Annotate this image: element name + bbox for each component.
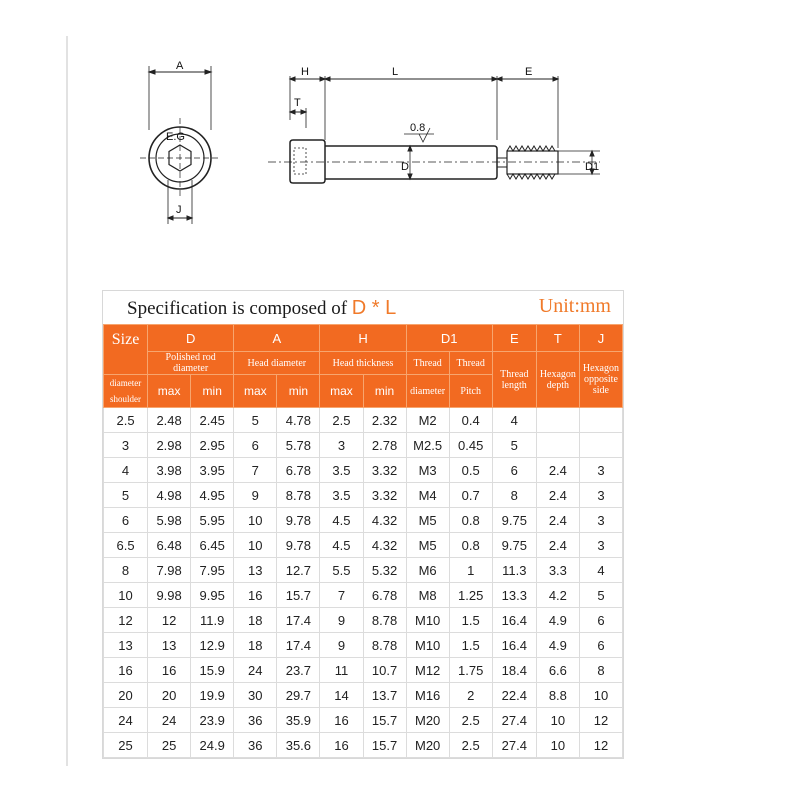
table-cell: 4.9 [536, 633, 579, 658]
header-d-min: min [191, 375, 234, 408]
table-cell: 4 [579, 558, 622, 583]
table-cell: 16.4 [492, 633, 536, 658]
dim-label-l: L [392, 66, 399, 78]
table-cell: 5 [579, 583, 622, 608]
table-row [104, 708, 623, 733]
table-cell: 7.95 [191, 558, 234, 583]
table-cell: 4.98 [148, 483, 191, 508]
end-view [140, 66, 220, 224]
header-a: A [234, 325, 320, 352]
table-cell: 2.4 [536, 483, 579, 508]
table-cell: 6.78 [363, 583, 406, 608]
table-cell: 2.5 [449, 708, 492, 733]
table-row [104, 583, 623, 608]
table-cell: 35.6 [277, 733, 320, 758]
table-cell: 22.4 [492, 683, 536, 708]
table-row [104, 658, 623, 683]
table-cell: 2.95 [191, 433, 234, 458]
table-cell: M16 [406, 683, 449, 708]
table-cell: 10 [536, 733, 579, 758]
table-cell: M10 [406, 608, 449, 633]
table-cell: 11 [320, 658, 363, 683]
table-cell: 1.5 [449, 633, 492, 658]
table-cell: 4.5 [320, 508, 363, 533]
table-cell: 4.32 [363, 533, 406, 558]
table-cell: 4.95 [191, 483, 234, 508]
header-d1-thread: Thread [406, 352, 449, 375]
header-e: E [492, 325, 536, 352]
table-cell: 3.5 [320, 458, 363, 483]
table-cell: 5 [492, 433, 536, 458]
dim-label-d: D [401, 161, 409, 173]
table-row [104, 683, 623, 708]
table-cell: 2.48 [148, 408, 191, 433]
header-j-desc: Hexagon opposite side [579, 352, 622, 408]
table-cell: 5.32 [363, 558, 406, 583]
table-cell: 2 [449, 683, 492, 708]
table-cell: 13 [104, 633, 148, 658]
table-cell: 4.9 [536, 608, 579, 633]
table-cell: 18 [234, 633, 277, 658]
table-cell: 2.45 [191, 408, 234, 433]
table-cell: 2.78 [363, 433, 406, 458]
header-h-min: min [363, 375, 406, 408]
table-cell: 13.7 [363, 683, 406, 708]
table-cell: 12.9 [191, 633, 234, 658]
table-cell: 1.75 [449, 658, 492, 683]
table-cell: 16 [104, 658, 148, 683]
table-cell: 4 [104, 458, 148, 483]
header-size-desc: diameter shoulder [104, 375, 148, 408]
table-row [104, 608, 623, 633]
table-cell: 9.78 [277, 508, 320, 533]
table-cell: 3.98 [148, 458, 191, 483]
table-cell: 16.4 [492, 608, 536, 633]
table-cell: 0.7 [449, 483, 492, 508]
spec-title-formula: D * L [351, 297, 397, 319]
dim-label-d1: D1 [585, 161, 600, 173]
table-cell: 5 [104, 483, 148, 508]
table-cell: 8 [104, 558, 148, 583]
table-cell: 15.9 [191, 658, 234, 683]
table-cell: 3 [579, 508, 622, 533]
table-cell: 6.78 [277, 458, 320, 483]
table-cell: 7 [234, 458, 277, 483]
table-cell: M8 [406, 583, 449, 608]
table-cell: 18.4 [492, 658, 536, 683]
table-cell: 20 [148, 683, 191, 708]
table-cell: 17.4 [277, 633, 320, 658]
table-cell: 9 [320, 608, 363, 633]
table-row [104, 433, 623, 458]
spec-table-body [104, 408, 623, 758]
table-cell: 5 [234, 408, 277, 433]
table-cell: 10 [104, 583, 148, 608]
table-cell: 36 [234, 708, 277, 733]
table-cell: 12 [148, 608, 191, 633]
table-cell: 16 [320, 708, 363, 733]
table-cell: 36 [234, 733, 277, 758]
table-cell: 13 [234, 558, 277, 583]
table-cell: 3.32 [363, 458, 406, 483]
table-cell: 2.5 [449, 733, 492, 758]
table-cell: 9.75 [492, 508, 536, 533]
table-cell: 10 [234, 508, 277, 533]
table-cell: M2.5 [406, 433, 449, 458]
table-cell: 6 [579, 633, 622, 658]
table-cell: 17.4 [277, 608, 320, 633]
table-cell: 8.8 [536, 683, 579, 708]
table-cell: 3.32 [363, 483, 406, 508]
dim-label-e: E [525, 66, 533, 78]
table-cell: 3.3 [536, 558, 579, 583]
table-cell: 30 [234, 683, 277, 708]
table-cell: 6 [492, 458, 536, 483]
specification-panel [102, 290, 624, 759]
table-row [104, 508, 623, 533]
table-cell: 24 [104, 708, 148, 733]
table-cell: 0.8 [449, 508, 492, 533]
header-a-desc: Head diameter [234, 352, 320, 375]
table-cell: 2.5 [104, 408, 148, 433]
table-cell: 9.95 [191, 583, 234, 608]
header-d1-diameter: diameter [406, 375, 449, 408]
header-d-desc: Polished rod diameter [148, 352, 234, 375]
header-a-min: min [277, 375, 320, 408]
table-cell: M4 [406, 483, 449, 508]
table-cell: 27.4 [492, 733, 536, 758]
table-cell: 4.5 [320, 533, 363, 558]
table-cell: 9.98 [148, 583, 191, 608]
table-cell: 3 [104, 433, 148, 458]
table-cell: M2 [406, 408, 449, 433]
table-cell: 8.78 [277, 483, 320, 508]
table-cell: 12 [579, 708, 622, 733]
table-cell: 10 [579, 683, 622, 708]
unit-label: Unit:mm [538, 295, 611, 317]
table-cell: 1.25 [449, 583, 492, 608]
table-cell: M5 [406, 508, 449, 533]
table-cell [579, 408, 622, 433]
table-cell: 15.7 [363, 733, 406, 758]
table-cell: 1.5 [449, 608, 492, 633]
table-cell: 19.9 [191, 683, 234, 708]
table-row [104, 458, 623, 483]
table-cell: 9 [234, 483, 277, 508]
spec-table [103, 324, 623, 758]
table-row [104, 533, 623, 558]
header-t-desc: Hexagon depth [536, 352, 579, 408]
table-cell: 6 [104, 508, 148, 533]
dim-label-a: A [176, 60, 184, 72]
spec-title-bar [103, 291, 623, 324]
table-row [104, 633, 623, 658]
table-cell: 1 [449, 558, 492, 583]
table-cell [536, 433, 579, 458]
header-d1: D1 [406, 325, 492, 352]
table-cell: 6 [234, 433, 277, 458]
table-cell: 9.78 [277, 533, 320, 558]
table-cell: 35.9 [277, 708, 320, 733]
table-cell: 3.5 [320, 483, 363, 508]
dim-label-j: J [176, 204, 182, 216]
table-cell: 0.8 [449, 533, 492, 558]
table-cell: 3 [320, 433, 363, 458]
dim-label-h: H [301, 66, 309, 78]
table-cell: M5 [406, 533, 449, 558]
table-cell: 16 [320, 733, 363, 758]
table-cell: 10.7 [363, 658, 406, 683]
table-cell: 5.98 [148, 508, 191, 533]
table-cell: 24.9 [191, 733, 234, 758]
table-cell: 2.32 [363, 408, 406, 433]
table-cell: 13.3 [492, 583, 536, 608]
table-cell: 5.95 [191, 508, 234, 533]
table-cell: 0.5 [449, 458, 492, 483]
table-cell: 3 [579, 533, 622, 558]
table-cell: M10 [406, 633, 449, 658]
table-cell: 12 [104, 608, 148, 633]
table-cell: 6.6 [536, 658, 579, 683]
table-cell: 23.7 [277, 658, 320, 683]
table-row [104, 558, 623, 583]
roughness-value: 0.8 [410, 122, 426, 134]
table-cell: 8.78 [363, 633, 406, 658]
table-cell: 20 [104, 683, 148, 708]
table-cell: 27.4 [492, 708, 536, 733]
table-row [104, 733, 623, 758]
table-cell: 2.4 [536, 533, 579, 558]
table-cell: 24 [234, 658, 277, 683]
table-cell: 9.75 [492, 533, 536, 558]
table-cell: 7 [320, 583, 363, 608]
table-cell: 29.7 [277, 683, 320, 708]
table-cell: 4.2 [536, 583, 579, 608]
header-h-desc: Head thickness [320, 352, 406, 375]
table-cell: 6.5 [104, 533, 148, 558]
table-cell: 25 [148, 733, 191, 758]
table-cell: 12.7 [277, 558, 320, 583]
table-cell: 16 [148, 658, 191, 683]
header-size: Size [104, 325, 148, 375]
table-cell: 8 [492, 483, 536, 508]
table-row [104, 483, 623, 508]
table-cell: 7.98 [148, 558, 191, 583]
table-cell: 5.78 [277, 433, 320, 458]
table-cell: 2.4 [536, 508, 579, 533]
table-cell: 11.9 [191, 608, 234, 633]
table-cell: 8.78 [363, 608, 406, 633]
table-cell: M20 [406, 733, 449, 758]
table-cell: 6.48 [148, 533, 191, 558]
table-cell: 24 [148, 708, 191, 733]
spec-title-text: Specification is composed of [127, 298, 348, 319]
table-cell: 3 [579, 483, 622, 508]
table-cell: 3 [579, 458, 622, 483]
spec-title [127, 297, 396, 320]
header-d1-pitch: Pitch [449, 375, 492, 408]
table-cell: 4.32 [363, 508, 406, 533]
table-cell [536, 408, 579, 433]
table-cell: 2.98 [148, 433, 191, 458]
table-cell: 15.7 [363, 708, 406, 733]
header-h: H [320, 325, 406, 352]
table-cell: 9 [320, 633, 363, 658]
table-cell: M12 [406, 658, 449, 683]
table-cell: 10 [536, 708, 579, 733]
header-d1-thread2: Thread [449, 352, 492, 375]
dim-label-eg: E.G [166, 131, 185, 143]
table-cell [579, 433, 622, 458]
table-cell: 2.4 [536, 458, 579, 483]
table-row [104, 408, 623, 433]
table-cell: 14 [320, 683, 363, 708]
table-cell: 0.4 [449, 408, 492, 433]
table-cell: 4.78 [277, 408, 320, 433]
table-cell: 23.9 [191, 708, 234, 733]
table-cell: 16 [234, 583, 277, 608]
table-cell: 15.7 [277, 583, 320, 608]
table-cell: 6.45 [191, 533, 234, 558]
table-cell: M6 [406, 558, 449, 583]
table-cell: 2.5 [320, 408, 363, 433]
header-j: J [579, 325, 622, 352]
dim-label-t: T [294, 97, 301, 109]
table-cell: 12 [579, 733, 622, 758]
table-cell: 13 [148, 633, 191, 658]
table-cell: 25 [104, 733, 148, 758]
header-h-max: max [320, 375, 363, 408]
table-cell: 18 [234, 608, 277, 633]
table-cell: 5.5 [320, 558, 363, 583]
header-d: D [148, 325, 234, 352]
header-e-desc: Thread length [492, 352, 536, 408]
side-view [268, 76, 600, 183]
header-t: T [536, 325, 579, 352]
table-cell: 0.45 [449, 433, 492, 458]
header-a-max: max [234, 375, 277, 408]
table-cell: 6 [579, 608, 622, 633]
table-cell: M20 [406, 708, 449, 733]
table-cell: 4 [492, 408, 536, 433]
table-cell: M3 [406, 458, 449, 483]
shoulder-screw-drawing [0, 0, 800, 280]
table-cell: 10 [234, 533, 277, 558]
header-d-max: max [148, 375, 191, 408]
table-cell: 8 [579, 658, 622, 683]
table-cell: 11.3 [492, 558, 536, 583]
table-cell: 3.95 [191, 458, 234, 483]
